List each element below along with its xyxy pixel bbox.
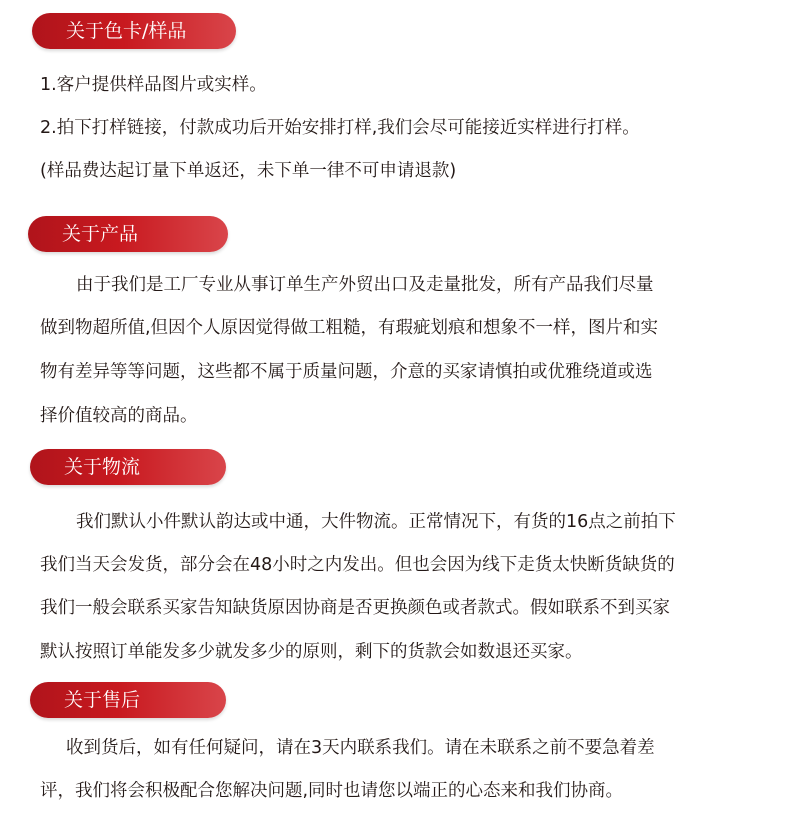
section-title-after-sales: 关于售后 [30, 682, 226, 718]
section-title-product: 关于产品 [28, 216, 228, 252]
product-line-3: 物有差异等等问题，这些都不属于质量问题，介意的买家请慎拍或优雅绕道或选 [40, 362, 653, 382]
logistics-line-1: 我们默认小件默认韵达或中通，大件物流。正常情况下，有货的16点之前拍下 [76, 512, 676, 532]
samples-line-3: (样品费达起订量下单返还，未下单一律不可申请退款) [40, 161, 457, 181]
product-line-1: 由于我们是工厂专业从事订单生产外贸出口及走量批发，所有产品我们尽量 [76, 275, 654, 295]
samples-line-1: 1.客户提供样品图片或实样。 [40, 75, 267, 95]
product-line-2: 做到物超所值,但因个人原因觉得做工粗糙，有瑕疵划痕和想象不一样，图片和实 [40, 318, 659, 338]
after-sales-line-2: 评，我们将会积极配合您解决问题,同时也请您以端正的心态来和我们协商。 [40, 781, 624, 801]
logistics-line-2: 我们当天会发货，部分会在48小时之内发出。但也会因为线下走货太快断货缺货的 [40, 555, 675, 575]
section-title-samples: 关于色卡/样品 [32, 13, 236, 49]
after-sales-line-1: 收到货后，如有任何疑问，请在3天内联系我们。请在未联系之前不要急着差 [66, 738, 655, 758]
logistics-line-4: 默认按照订单能发多少就发多少的原则，剩下的货款会如数退还买家。 [40, 642, 583, 662]
section-title-logistics: 关于物流 [30, 449, 226, 485]
logistics-line-3: 我们一般会联系买家告知缺货原因协商是否更换颜色或者款式。假如联系不到买家 [40, 598, 670, 618]
samples-line-2: 2.拍下打样链接，付款成功后开始安排打样,我们会尽可能接近实样进行打样。 [40, 118, 640, 138]
product-line-4: 择价值较高的商品。 [40, 406, 198, 426]
